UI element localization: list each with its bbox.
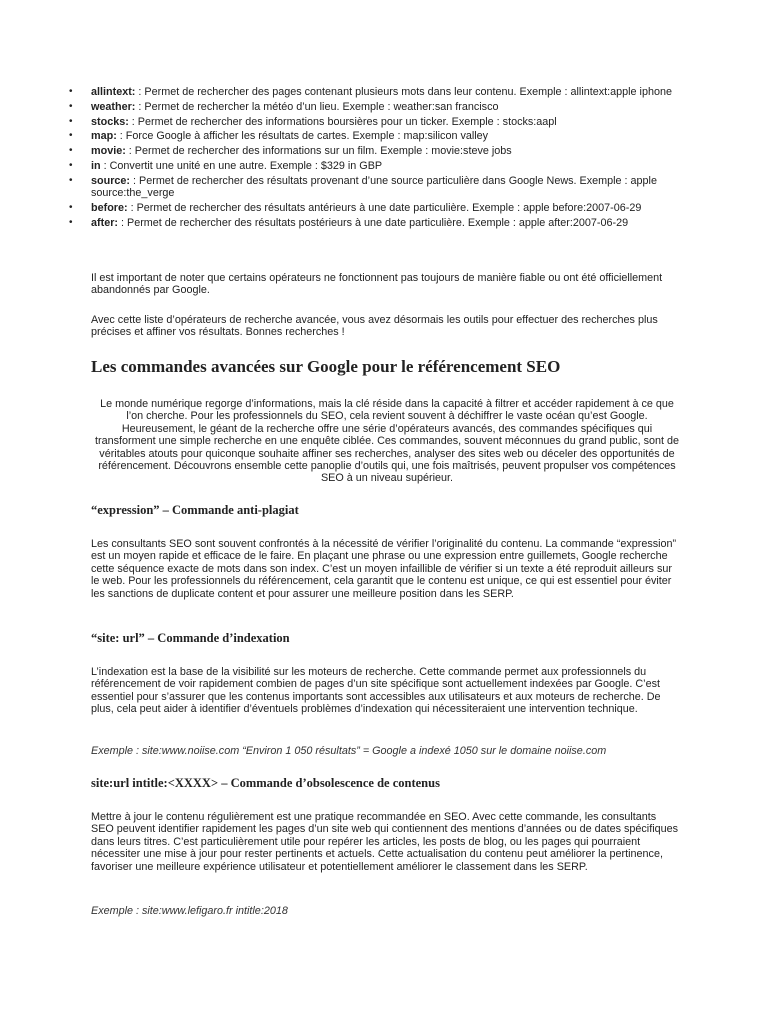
intitle-example: Exemple : site:www.lefigaro.fr intitle:2018 (91, 905, 288, 917)
operator-description: : Permet de rechercher des pages contenant plusieurs mots dans leur contenu. Exemple : allintext:apple iphone (135, 86, 672, 98)
list-item (69, 160, 679, 172)
section-title: Les commandes avancées sur Google pour le référencement SEO (91, 357, 561, 376)
bullet-icon: • (69, 86, 73, 97)
bullet-icon: • (69, 201, 73, 213)
operator-description: : Permet de rechercher des résultats antérieurs à une date particulière. Exemple : apple before:2007-06-29 (127, 201, 642, 214)
bullet-icon: • (69, 145, 73, 157)
list-item (69, 86, 679, 98)
bullet-icon: • (69, 174, 73, 186)
operator-description: : Force Google à afficher les résultats de cartes. Exemple : map:silicon valley (116, 130, 489, 143)
operator-key: before: (91, 201, 128, 214)
list-item (69, 175, 679, 200)
list-item (69, 130, 679, 142)
bullet-icon: • (69, 159, 73, 171)
intitle-paragraph: Mettre à jour le contenu régulièrement est une pratique recommandée en SEO. Avec cette commande, les consultants SEO peuvent identifier rapidement les pages d’un site web qui contiennent des mentions d’années ou de dates spécifiques dans leurs titres. C’est particulièrement utile pour repérer les articles, les posts de blog, ou les pages qui pourraient nécessiter une mise à jour pour rester pertinents et actuels. Cette actualisation du contenu peut améliorer la pertinence, favoriser une meilleure expérience utilisateur et potentiellement améliorer le classement dans les SERP. (91, 811, 679, 873)
expression-heading: “expression” – Commande anti-plagiat (91, 503, 299, 517)
operator-key: after: (91, 216, 118, 229)
operator-list (69, 86, 679, 231)
bullet-icon: • (69, 216, 73, 228)
operator-key: in (91, 159, 101, 172)
bullet-icon: • (69, 115, 73, 127)
site-example: Exemple : site:www.noiise.com “Environ 1 050 résultats” = Google a indexé 1050 sur le domaine noiise.com (91, 745, 607, 757)
intitle-heading: site:url intitle:<XXXX> – Commande d’obsolescence de contenus (91, 776, 440, 790)
list-item (69, 101, 679, 113)
operator-key: source: (91, 174, 131, 187)
operator-description: : Convertit une unité en une autre. Exemple : $329 in GBP (100, 159, 383, 172)
expression-paragraph: Les consultants SEO sont souvent confrontés à la nécessité de vérifier l’originalité du contenu. La commande “expression” est un moyen rapide et efficace de le faire. En plaçant une phrase ou une expression entre guillemets, Google recherche cette séquence exacte de mots dans son index. C’est un moyen infaillible de vérifier si un texte a été reproduit ailleurs sur le web. Pour les professionnels du référencement, cela garantit que le contenu est unique, ce qui est essentiel pour éviter les sanctions de duplicate content et pour assurer une meilleure position dans les SERP. (91, 538, 677, 600)
operator-description: : Permet de rechercher des résultats postérieurs à une date particulière. Exemple : apple after:2007-06-29 (118, 216, 629, 229)
list-item (69, 145, 679, 157)
bullet-icon: • (69, 130, 73, 142)
operator-key: allintext: (91, 86, 136, 98)
site-heading: “site: url” – Commande d’indexation (91, 631, 290, 645)
operator-key: stocks: (91, 115, 129, 128)
site-paragraph: L’indexation est la base de la visibilité sur les moteurs de recherche. Cette commande permet aux professionnels du référencement de voir rapidement combien de pages d’un site spécifique sont actuellement indexées par Google. C’est essentiel pour s’assurer que les contenus importants sont accessibles aux utilisateurs et aux moteurs de recherche. De plus, cela peut aider à identifier d’éventuels problèmes d’indexation qui nécessiteraient une intervention technique. (91, 666, 661, 716)
operator-key: movie: (91, 145, 126, 158)
operator-description: : Permet de rechercher la météo d’un lieu. Exemple : weather:san francisco (135, 100, 499, 113)
bullet-icon: • (69, 100, 73, 112)
list-item (69, 217, 679, 229)
operator-key: weather: (91, 100, 136, 113)
operator-description: : Permet de rechercher des résultats provenant d’une source particulière dans Google News. Exemple : apple source:the_verge (91, 174, 657, 200)
operator-description: : Permet de rechercher des informations sur un film. Exemple : movie:steve jobs (125, 145, 512, 158)
list-item (69, 202, 679, 214)
note-paragraph: Il est important de noter que certains opérateurs ne fonctionnent pas toujours de manière fiable ou ont été officiellement abandonnés par Google. (91, 272, 663, 297)
operator-key: map: (91, 130, 117, 143)
list-item (69, 116, 679, 128)
intro-paragraph: Le monde numérique regorge d’informations, mais la clé réside dans la capacité à filtrer et accéder rapidement à ce que l’on cherche. Pour les professionnels du SEO, cela revient souvent à déchiffrer le vaste océan qu’est Google. Heureusement, le géant de la recherche offre une série d’opérateurs avancés, des commandes spécifiques qui transforment une simple recherche en une enquête ciblée. Ces commandes, souvent méconnues du grand public, sont de véritables atouts pour quiconque souhaite affiner ses recherches, analyser des sites web ou déceler des opportunités de référencement. Découvrons ensemble cette panoplie d’outils qui, une fois maîtrisés, peuvent propulser vos compétences SEO à un niveau supérieur. (95, 398, 679, 485)
conclusion-paragraph: Avec cette liste d’opérateurs de recherche avancée, vous avez désormais les outils pour effectuer des recherches plus précises et affiner vos résultats. Bonnes recherches ! (91, 314, 658, 339)
operator-description: : Permet de rechercher des informations boursières pour un ticker. Exemple : stocks:aapl (128, 115, 557, 128)
